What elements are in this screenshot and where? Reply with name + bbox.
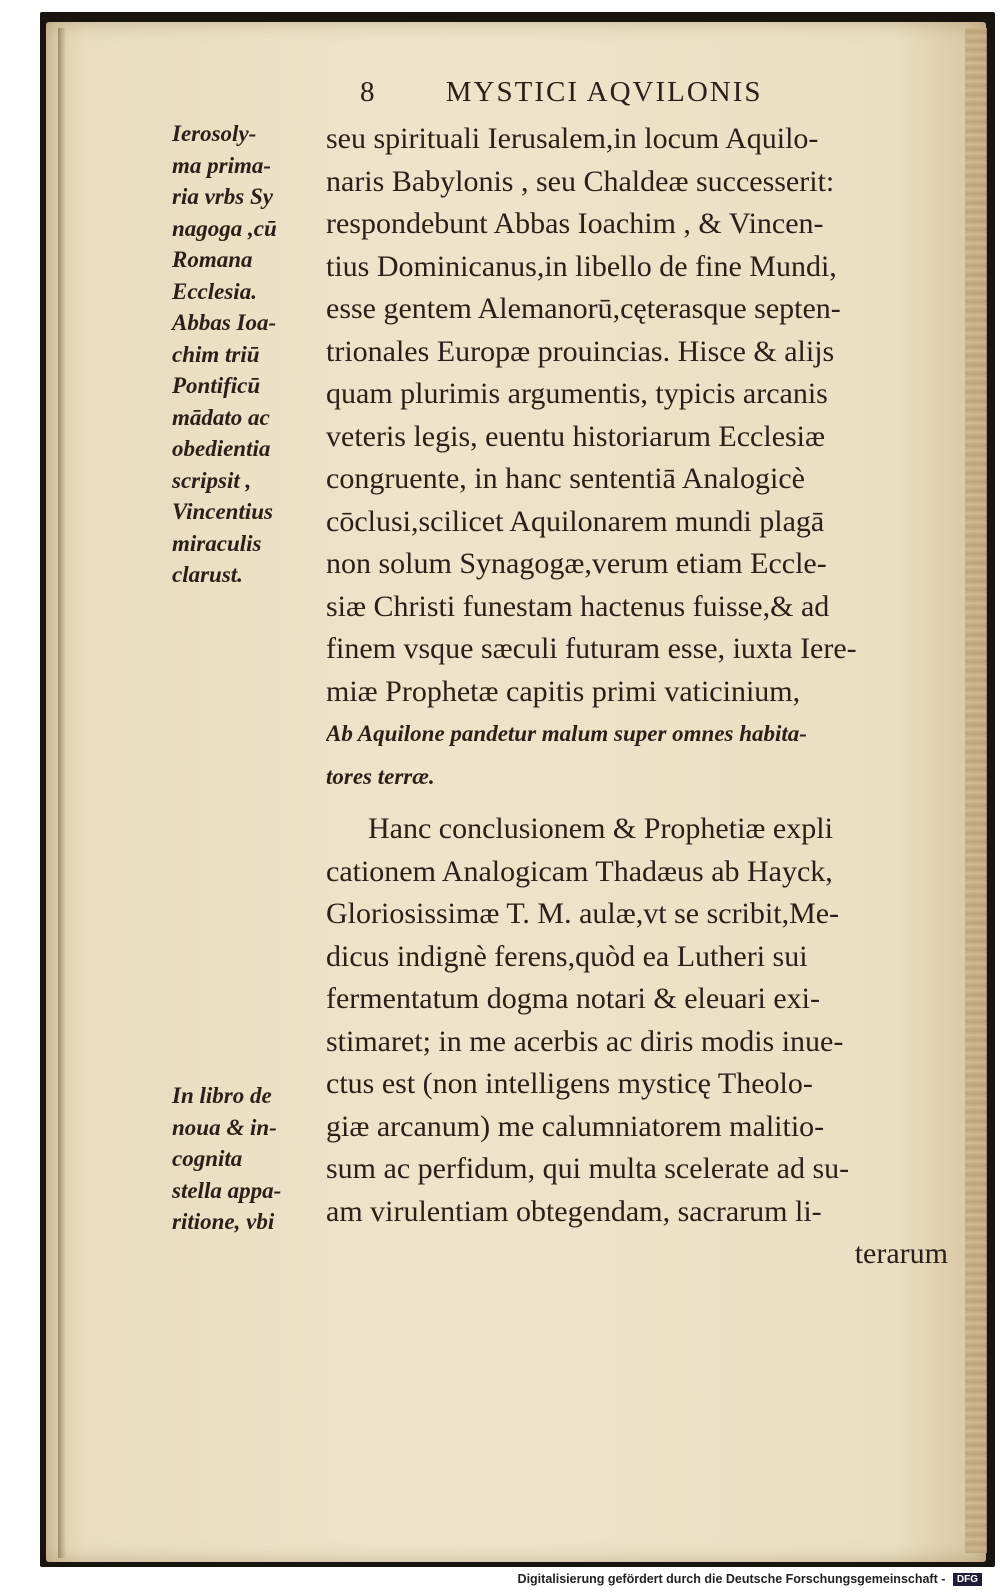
- catchword: terarum: [854, 1237, 948, 1270]
- quotation-line: Ab Aquilone pandetur malum super omnes habita-: [326, 721, 807, 746]
- digitization-credit: [0, 1572, 1000, 1592]
- text-line: quam plurimis argumentis, typicis arcanis: [326, 377, 828, 410]
- margin-line: ritione, vbi: [172, 1209, 275, 1234]
- running-title: MYSTICI AQVILONIS: [445, 76, 763, 108]
- margin-line: clarust.: [172, 562, 243, 587]
- margin-line: obedientia: [172, 436, 271, 461]
- text-line: veteris legis, euentu historiarum Ecclesiæ: [326, 419, 826, 453]
- margin-line: Ecclesia.: [172, 278, 257, 304]
- text-line: congruente, in hanc sententiā Analogicè: [326, 462, 805, 495]
- text-line: non solum Synagogæ,verum etiam Eccle-: [326, 547, 827, 580]
- margin-line: mādato ac: [172, 404, 270, 430]
- text-line: giæ arcanum) me calumniatorem malitio-: [326, 1109, 825, 1143]
- margin-line: In libro de: [172, 1083, 272, 1108]
- text-line: cationem Analogicam Thadæus ab Hayck,: [326, 854, 833, 888]
- text-line: miæ Prophetæ capitis primi vaticinium,: [326, 674, 801, 708]
- text-line: stimaret; in me acerbis ac diris modis inue-: [326, 1024, 844, 1058]
- margin-line: Abbas Ioa-: [172, 310, 277, 335]
- margin-line: stella appa-: [172, 1177, 282, 1203]
- margin-line: ma prima-: [172, 152, 272, 178]
- text-line: naris Babylonis , seu Chaldeæ successerit:: [326, 164, 835, 198]
- text-line: ctus est (non intelligens mysticę Theolo-: [326, 1067, 813, 1100]
- page-number: 8: [360, 76, 377, 108]
- text-line: trionales Europæ prouincias. Hisce & alijs: [326, 334, 835, 368]
- text-line: tius Dominicanus,in libello de fine Mundi,: [326, 249, 837, 283]
- margin-line: Ierosoly-: [172, 121, 257, 146]
- text-line: Gloriosissimæ T. M. aulæ,vt se scribit,Me-: [326, 897, 840, 930]
- main-text: [326, 118, 966, 1276]
- text-line: respondebunt Abbas Ioachim , & Vincen-: [326, 207, 824, 240]
- margin-line: cognita: [172, 1146, 243, 1171]
- margin-line: ria vrbs Sy: [172, 184, 273, 209]
- margin-line: chim triū: [172, 341, 260, 367]
- dfg-logo: DFG: [953, 1573, 982, 1586]
- text-line: siæ Christi funestam hactenus fuisse,& ad: [326, 589, 830, 623]
- text-line: cōclusi,scilicet Aquilonarem mundi plagā: [326, 504, 825, 538]
- credit-text: Digitalisierung gefördert durch die Deutsche Forschungsgemeinschaft -: [517, 1572, 946, 1586]
- page-gutter: [58, 28, 66, 1558]
- page-edge: [965, 28, 987, 1553]
- quotation-line: tores terræ.: [326, 763, 435, 789]
- text-line: fermentatum dogma notari & eleuari exi-: [326, 982, 820, 1015]
- text-line: am virulentiam obtegendam, sacrarum li-: [326, 1194, 822, 1228]
- margin-line: Romana: [172, 247, 253, 272]
- margin-line: nagoga ,cū: [172, 215, 277, 241]
- text-line: Hanc conclusionem & Prophetiæ expli: [368, 812, 833, 845]
- text-line: esse gentem Alemanorū,cęterasque septen-: [326, 292, 841, 325]
- margin-line: scripsit ,: [172, 467, 252, 493]
- margin-line: Pontificū: [172, 373, 261, 398]
- margin-line: noua & in-: [172, 1114, 277, 1140]
- text-line: finem vsque sæculi futuram esse, iuxta Iere-: [326, 632, 857, 665]
- text-line: seu spirituali Ierusalem,in locum Aquilo-: [326, 122, 819, 155]
- margin-line: miraculis: [172, 530, 262, 556]
- text-line: sum ac perfidum, qui multa scelerate ad su-: [326, 1152, 850, 1185]
- margin-line: Vincentius: [172, 499, 273, 524]
- running-header: [360, 76, 860, 109]
- margin-note-1: [172, 118, 322, 591]
- margin-note-2: [172, 1080, 322, 1238]
- text-line: dicus indignè ferens,quòd ea Lutheri sui: [326, 939, 808, 973]
